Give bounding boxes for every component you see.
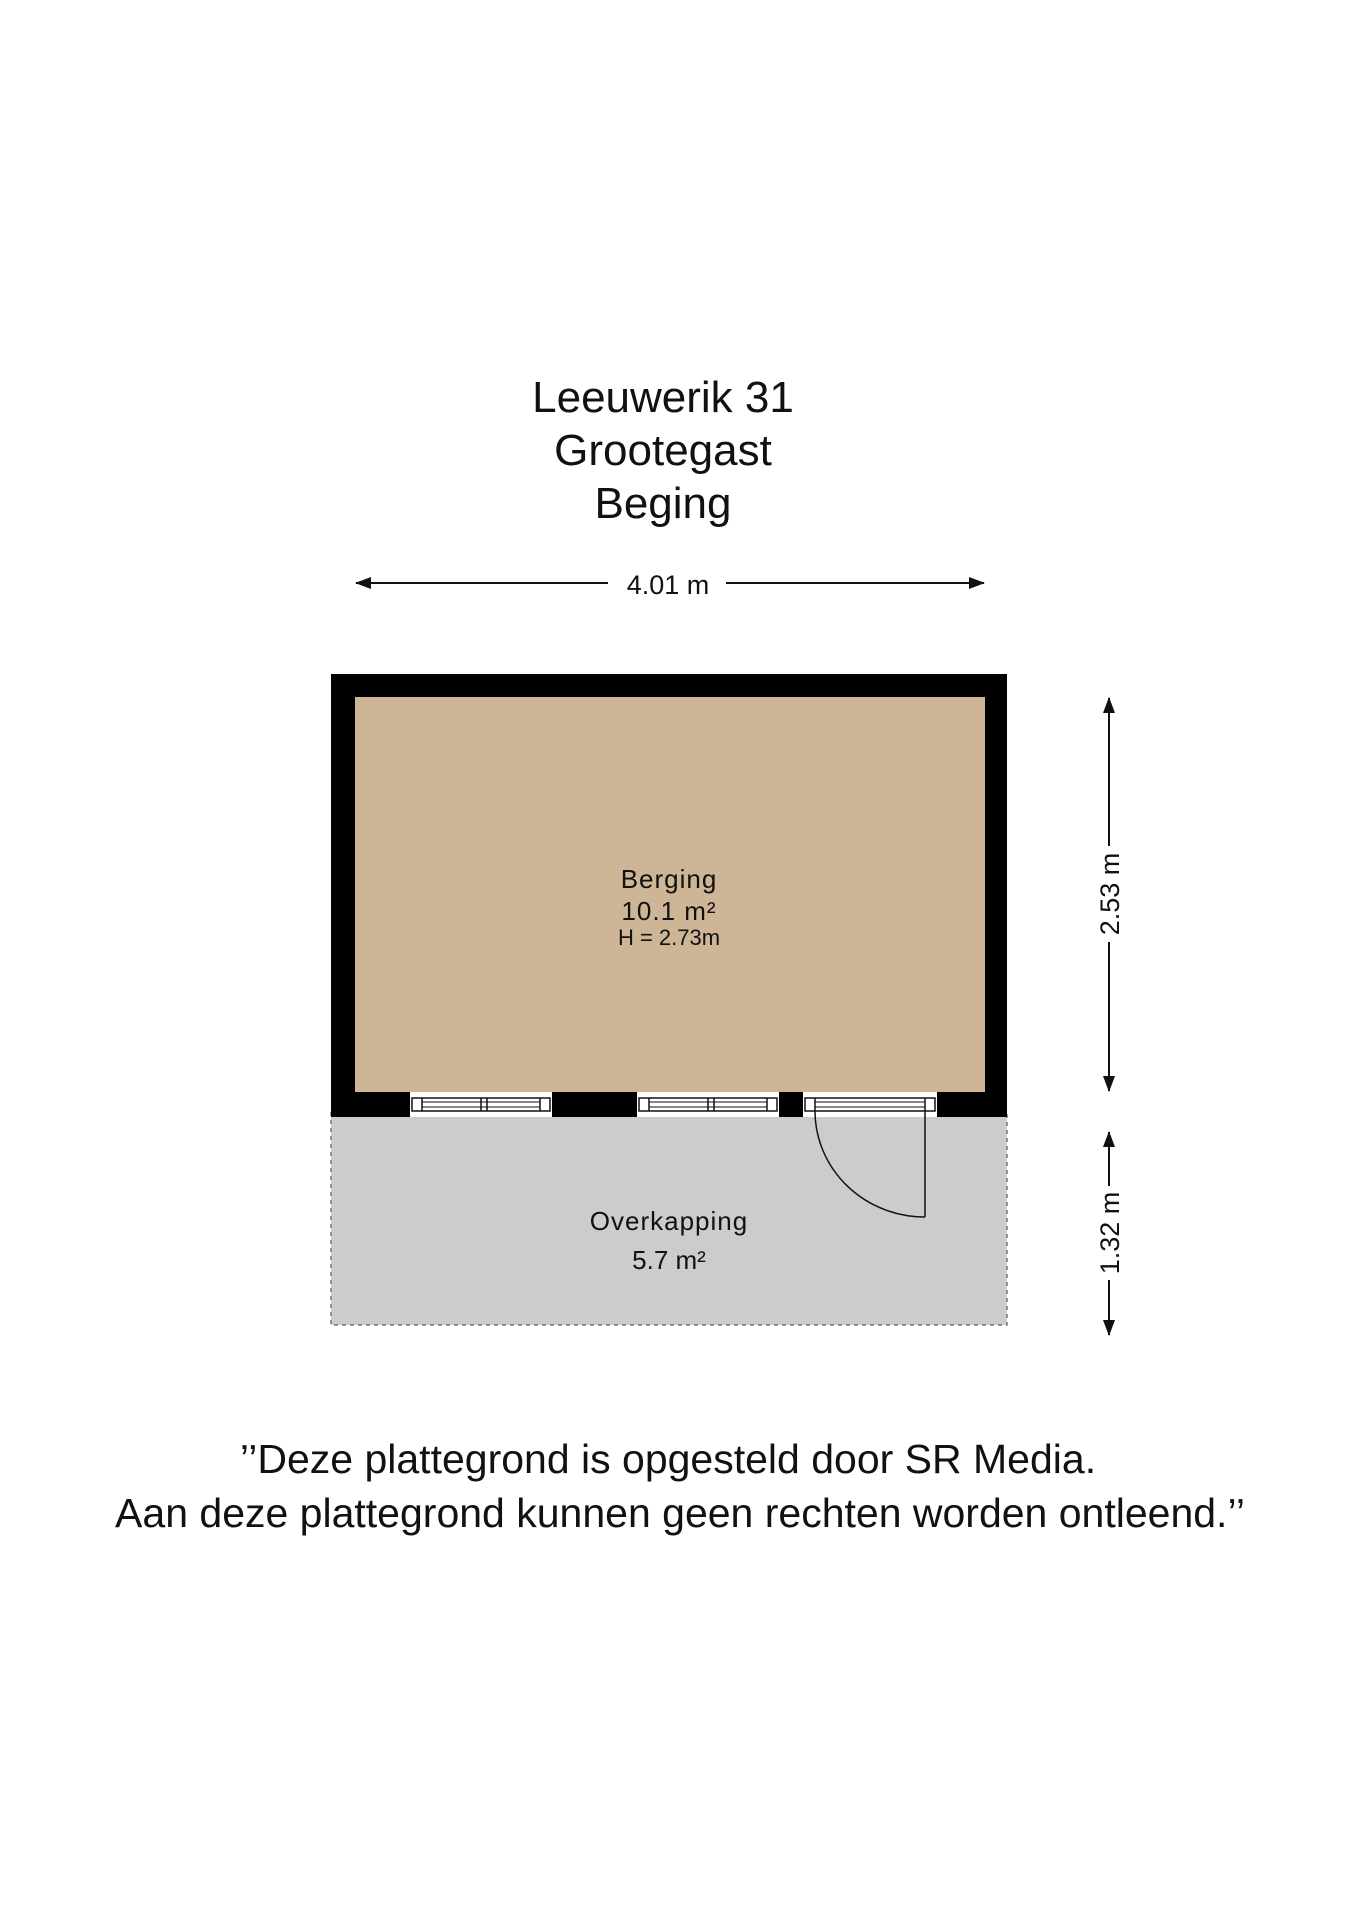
overkapping-area-label: 5.7 m² <box>632 1245 706 1275</box>
berging-ceiling-height: H = 2.73m <box>617 925 721 950</box>
height-dimension-berging <box>1095 698 1125 1091</box>
floor-title: Beging <box>594 479 732 528</box>
berging-area: 10.1 m² <box>621 896 717 926</box>
disclaimer-line-1: ’’Deze plattegrond is opgesteld door SR Media. <box>239 1436 1097 1482</box>
city-title: Grootegast <box>554 426 772 475</box>
berging-height-label: 2.53 m <box>1095 852 1125 936</box>
berging-floor <box>355 697 985 1092</box>
window-2 <box>637 1092 779 1117</box>
overkapping-name: Overkapping <box>589 1206 749 1236</box>
window-1 <box>410 1092 552 1117</box>
height-dimension-overkapping <box>1095 1132 1125 1335</box>
disclaimer-line-2: Aan deze plattegrond kunnen geen rechten worden ontleend.’’ <box>115 1490 1245 1536</box>
width-dimension <box>356 570 984 600</box>
berging-name: Berging <box>620 864 718 894</box>
address-title: Leeuwerik 31 <box>532 373 794 422</box>
width-label: 4.01 m <box>626 570 710 600</box>
overkapping-height-label: 1.32 m <box>1095 1191 1125 1275</box>
